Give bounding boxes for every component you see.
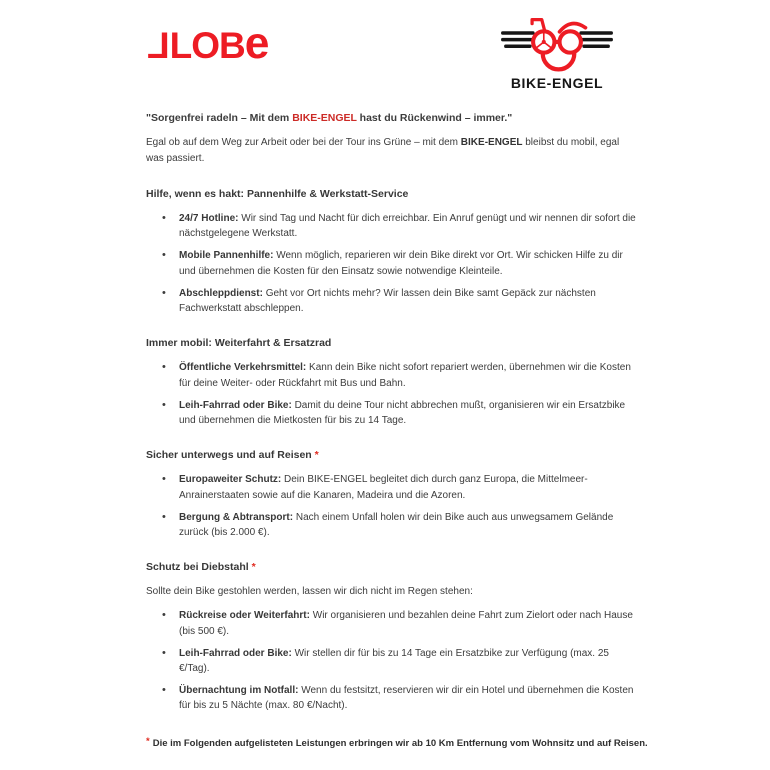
bullet-item <box>146 510 638 540</box>
bullet-text: Wenn du festsitzt, reservieren wir dir ein Hotel und übernehmen die Kosten für bis zu 5 Nächte (max. 80 €/Nacht). <box>179 685 634 712</box>
document-section <box>146 336 638 428</box>
bullet-item <box>146 286 638 316</box>
bullet-label: Abschleppdienst: <box>179 287 266 299</box>
bullet-text: Kann dein Bike nicht sofort repariert werden, übernehmen wir die Kosten für deine Weiter- oder Rückfahrt mit Bus und Bahn. <box>179 362 631 389</box>
headline-brand: BIKE-ENGEL <box>292 112 357 124</box>
bullet-item <box>146 248 638 278</box>
section-bullet-list <box>146 608 638 713</box>
footnote-text: Die im Folgenden aufgelisteten Leistungen erbringen wir ab 10 Km Entfernung vom Wohnsitz und auf Reisen. <box>152 738 648 749</box>
document-content <box>146 14 638 713</box>
headline <box>146 111 638 126</box>
headline-prefix: "Sorgenfrei radeln – Mit dem <box>146 112 293 124</box>
bullet-item <box>146 472 638 502</box>
bullet-text: Damit du deine Tour nicht abbrechen mußt, organisieren wir ein Ersatzbike und übernehmen die Mietkosten für bis zu 14 Tage. <box>179 399 626 426</box>
left-wing-icon <box>501 31 535 48</box>
bullet-text: Wir stellen dir für bis zu 14 Tage ein Ersatzbike zur Verfügung (max. 25 €/Tag). <box>179 647 609 674</box>
section-title: Schutz bei Diebstahl * <box>146 561 256 574</box>
winged-bicycle-smile-icon <box>500 14 614 74</box>
bullet-label: Bergung & Abtransport: <box>179 511 296 523</box>
bullet-label: 24/7 Hotline: <box>179 213 242 225</box>
bullet-item <box>146 360 638 390</box>
bullet-item <box>146 683 638 713</box>
bullet-item <box>146 608 638 638</box>
bullet-item <box>146 211 638 241</box>
section-asterisk: * <box>311 449 319 462</box>
section-intro: Sollte dein Bike gestohlen werden, lassen wir dich nicht im Regen stehen: <box>146 586 473 598</box>
section-title: Hilfe, wenn es hakt: Pannenhilfe & Werkstatt-Service <box>146 187 409 200</box>
bullet-label: Rückreise oder Weiterfahrt: <box>179 610 313 622</box>
smile-icon <box>543 54 575 70</box>
bullet-item <box>146 646 638 676</box>
section-bullet-list <box>146 211 638 316</box>
bullet-text: Geht vor Ort nichts mehr? Wir lassen dein Bike samt Gepäck zur nächsten Fachwerkstatt abschleppen. <box>179 287 596 314</box>
section-title: Immer mobil: Weiterfahrt & Ersatzrad <box>146 337 332 350</box>
sections <box>146 187 638 714</box>
intro-paragraph <box>146 135 638 167</box>
document-section <box>146 187 638 316</box>
bike-engel-logo <box>500 14 614 91</box>
bullet-text: Wir sind Tag und Nacht für dich erreichbar. Ein Anruf genügt und wir nennen dir sofort die nächstgelegene Werkstatt. <box>179 213 636 240</box>
bullet-text: Wir organisieren und bezahlen deine Fahrt zum Zielort oder nach Hause (bis 500 €). <box>179 610 633 637</box>
llobe-logo-last-letter: e <box>244 19 269 68</box>
footnote-asterisk: * <box>146 736 150 747</box>
bullet-label: Leih-Fahrrad oder Bike: <box>179 647 295 659</box>
bullet-label: Europaweiter Schutz: <box>179 474 285 486</box>
llobe-logo-text: LOB <box>169 25 245 66</box>
intro-prefix: Egal ob auf dem Weg zur Arbeit oder bei der Tour ins Grüne – mit dem <box>146 137 461 149</box>
bullet-label: Leih-Fahrrad oder Bike: <box>179 399 295 411</box>
right-wing-icon <box>579 31 613 48</box>
bullet-text: Nach einem Unfall holen wir dein Bike auch aus unwegsamem Gelände zurück (bis 2.000 €). <box>179 511 614 538</box>
section-asterisk: * <box>248 561 256 574</box>
intro-brand: BIKE-ENGEL <box>460 137 523 149</box>
bullet-label: Mobile Pannenhilfe: <box>179 250 277 262</box>
bullet-text: Dein BIKE-ENGEL begleitet dich durch ganz Europa, die Mittelmeer-Anrainerstaaten sowie auf die Kanaren, Madeira und die Azoren. <box>179 474 588 501</box>
llobe-logo <box>148 19 269 68</box>
header <box>146 14 638 94</box>
section-bullet-list <box>146 360 638 428</box>
document-section <box>146 560 638 713</box>
footnote <box>146 737 666 750</box>
bullet-label: Übernachtung im Notfall: <box>179 685 302 697</box>
intro-suffix: bleibst du mobil, egal was passiert. <box>146 137 620 165</box>
document-section <box>146 448 638 540</box>
bullet-text: Wenn möglich, reparieren wir dein Bike direkt vor Ort. Wir schicken Hilfe zu dir und übernehmen die Kosten für den Einsatz sowie notwendige Kleinteile. <box>179 250 623 277</box>
bicycle-icon <box>532 20 585 70</box>
section-title: Sicher unterwegs und auf Reisen * <box>146 449 319 462</box>
section-bullet-list <box>146 472 638 540</box>
llobe-logo-mirrored-letter: L <box>148 25 170 66</box>
bullet-label: Öffentliche Verkehrsmittel: <box>179 362 310 374</box>
headline-suffix: hast du Rückenwind – immer." <box>356 112 513 124</box>
bullet-item <box>146 398 638 428</box>
bike-engel-logo-label: BIKE-ENGEL <box>510 75 604 91</box>
